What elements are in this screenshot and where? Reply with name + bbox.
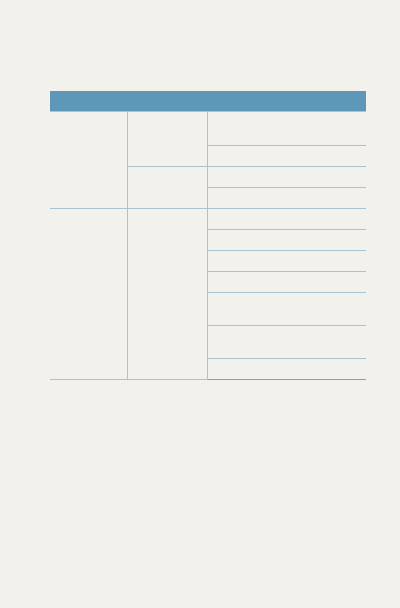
subtopic-cell: [207, 146, 366, 167]
body-paragraph-text: [62, 421, 66, 436]
subtopic-cell: [207, 188, 366, 209]
focus-judea-samaria: [127, 167, 207, 209]
header-focus: [127, 91, 207, 112]
theme-peter: [50, 112, 127, 209]
focus-ends-of-earth: [127, 209, 207, 380]
subtopic-cell: [207, 230, 366, 251]
table-row: [50, 209, 366, 230]
subtopic-cell: [207, 326, 366, 359]
subtopic-cell: [207, 359, 366, 380]
body-paragraph: [62, 417, 374, 442]
subtopic-cell: [207, 112, 366, 146]
subtopic-cell: [207, 251, 366, 272]
subtopic-cell: [207, 167, 366, 188]
table-header-row: [50, 91, 366, 112]
table-row: [50, 112, 366, 146]
outline-table: [50, 91, 366, 380]
subtopic-cell: [207, 272, 366, 293]
focus-jerusalem: [127, 112, 207, 167]
header-theme: [50, 91, 127, 112]
subtopic-cell: [207, 293, 366, 326]
subtopic-cell: [207, 209, 366, 230]
header-subtopic: [207, 91, 366, 112]
theme-paul: [50, 209, 127, 380]
